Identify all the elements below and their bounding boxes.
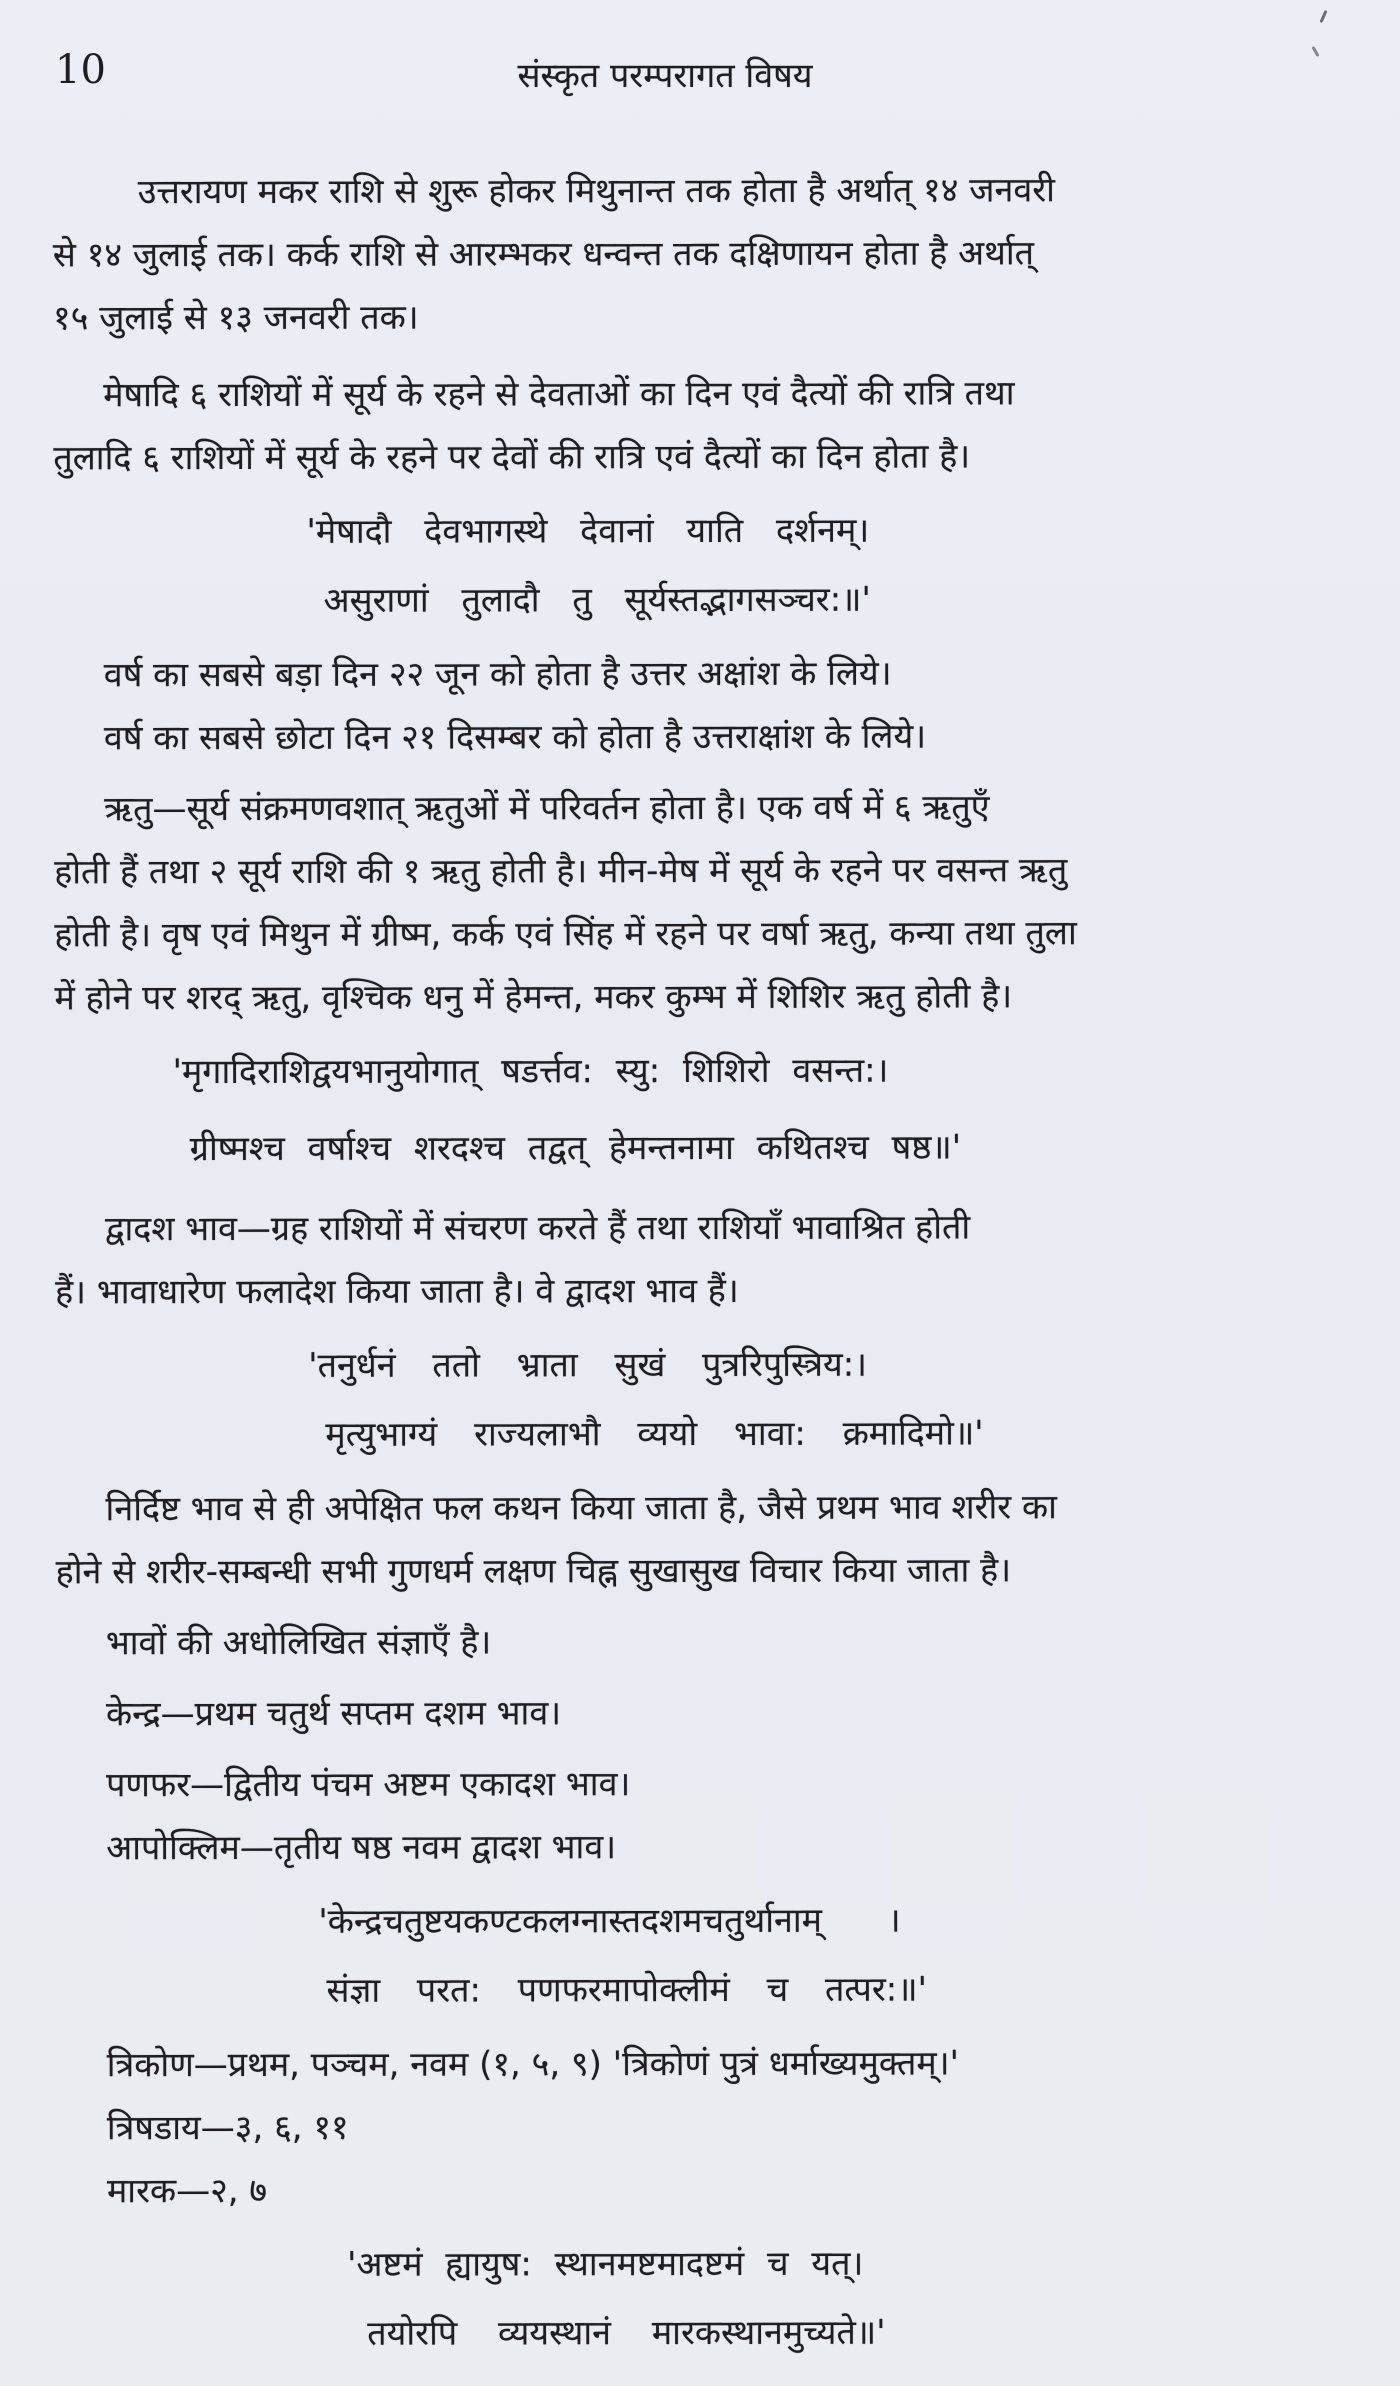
paragraph-line: निर्दिष्ट भाव से ही अपेक्षित फल कथन किया जाता है, जैसे प्रथम भाव शरीर का xyxy=(105,1487,1057,1530)
verse-line: 'केन्द्रचतुष्टयकण्टकलग्नास्तदशमचतुर्थानाम् । xyxy=(318,1900,901,1942)
paragraph-line: होने से शरीर-सम्बन्धी सभी गुणधर्म लक्षण चिह्न सुखासुख विचार किया जाता है। xyxy=(55,1550,1012,1593)
scan-artifact xyxy=(1319,10,1327,23)
paragraph-line: मेषादि ६ राशियों में सूर्य के रहने से देवताओं का दिन एवं दैत्यों की रात्रि तथा xyxy=(103,373,1015,416)
paragraph-line: होती हैं तथा २ सूर्य राशि की १ ऋतु होती है। मीन-मेष में सूर्य के रहने पर वसन्त ऋतु xyxy=(54,850,1068,893)
verse-line: संज्ञा परत: पणफरमापोक्लीमं च तत्पर:॥' xyxy=(326,1969,927,2011)
paragraph-line: १५ जुलाई से १३ जनवरी तक। xyxy=(52,297,419,339)
paragraph-line: भावों की अधोलिखित संज्ञाएँ है। xyxy=(105,1622,492,1664)
paragraph-line: से १४ जुलाई तक। कर्क राशि से आरम्भकर धन्वन्त तक दक्षिणायन होता है अर्थात् xyxy=(52,233,1035,276)
paragraph-line: उत्तरायण मकर राशि से शुरू होकर मिथुनान्त तक होता है अर्थात् १४ जनवरी xyxy=(137,170,1055,213)
paragraph-line: वर्ष का सबसे छोटा दिन २१ दिसम्बर को होता है उत्तराक्षांश के लिये। xyxy=(103,716,927,759)
paragraph-line: हैं। भावाधारेण फलादेश किया जाता है। वे द्वादश भाव हैं। xyxy=(55,1270,739,1313)
page-body xyxy=(53,159,1365,2370)
verse-line: मृत्युभाग्यं राज्यलाभौ व्ययो भावा: क्रमादिमो॥' xyxy=(325,1413,984,1455)
paragraph-line: द्वादश भाव—ग्रह राशियों में संचरण करते हैं तथा राशियाँ भावाश्रित होती xyxy=(104,1207,971,1250)
definition-line: पणफर—द्वितीय पंचम अष्टम एकादश भाव। xyxy=(106,1764,631,1806)
paragraph-line: ऋतु—सूर्य संक्रमणवशात् ऋतुओं में परिवर्तन होता है। एक वर्ष में ६ ऋतुएँ xyxy=(104,787,990,830)
running-header-title: संस्कृत परम्परागत विषय xyxy=(517,56,813,96)
paragraph-line: वर्ष का सबसे बड़ा दिन २२ जून को होता है उत्तर अक्षांश के लिये। xyxy=(103,653,892,696)
verse-line: ग्रीष्मश्च वर्षाश्च शरदश्च तद्वत् हेमन्तनामा कथितश्च षष्ठ॥' xyxy=(189,1127,962,1170)
paragraph-line: तुलादि ६ राशियों में सूर्य के रहने पर देवों की रात्रि एवं दैत्यों का दिन होता है। xyxy=(53,436,971,479)
verse-line: 'अष्टमं ह्यायुष: स्थानमष्टमादष्टमं च यत्। xyxy=(347,2243,864,2285)
definition-line: मारक—२, ७ xyxy=(106,2170,268,2212)
paragraph-line: होती है। वृष एवं मिथुन में ग्रीष्म, कर्क एवं सिंह में रहने पर वर्षा ऋतु, कन्या तथा तुला xyxy=(54,913,1077,956)
verse-line: 'मेषादौ देवभागस्थे देवानां याति दर्शनम्। xyxy=(306,510,870,552)
verse-line: 'मृगादिराशिद्वयभानुयोगात् षडर्त्तव: स्यु: शिशिरो वसन्त:। xyxy=(172,1050,889,1093)
definition-line: त्रिषडाय—३, ६, ११ xyxy=(106,2107,349,2149)
verse-line: असुराणां तुलादौ तु सूर्यस्तद्भागसञ्चर:॥' xyxy=(323,579,871,621)
definition-line: आपोक्लिम—तृतीय षष्ठ नवम द्वादश भाव। xyxy=(106,1827,617,1869)
paragraph-line: में होने पर शरद् ऋतु, वृश्चिक धनु में हेमन्त, मकर कुम्भ में शिशिर ऋतु होती है। xyxy=(54,976,1013,1019)
verse-line: तयोरपि व्ययस्थानं मारकस्थानमुच्यते॥' xyxy=(367,2312,886,2354)
verse-line: 'तनुर्धनं ततो भ्राता सुखं पुत्ररिपुस्त्रिय:। xyxy=(308,1344,868,1386)
definition-line: त्रिकोण—प्रथम, पञ्चम, नवम (१, ५, ९) 'त्रिकोणं पुत्रं धर्माख्यमुक्तम्।' xyxy=(106,2043,960,2086)
definition-line: केन्द्र—प्रथम चतुर्थ सप्तम दशम भाव। xyxy=(105,1693,562,1735)
page-number: 10 xyxy=(55,47,106,93)
